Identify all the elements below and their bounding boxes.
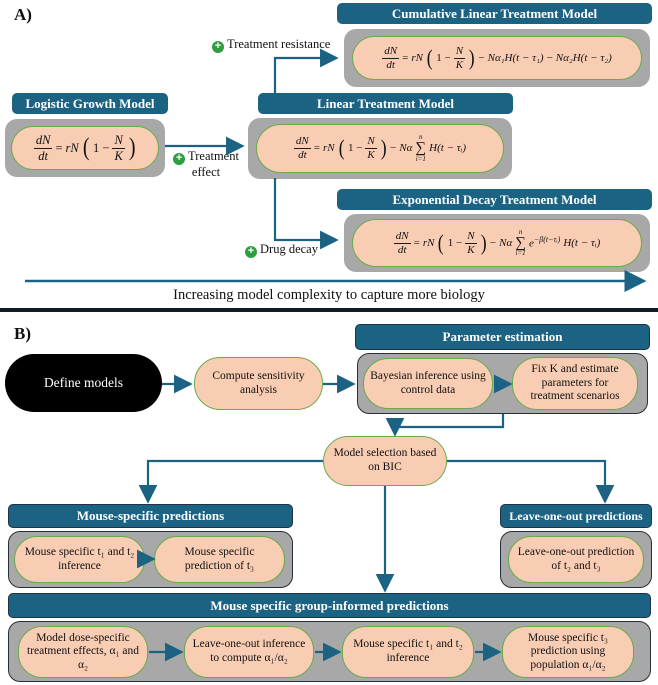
dose-specific-effects-node: Model dose-specific treatment effects, α₁ and α₂ xyxy=(18,626,148,678)
panel-divider xyxy=(0,308,658,312)
cumulative-equation-node xyxy=(352,36,642,80)
population-ratio-prediction-node: Mouse specific t₃ prediction using population α₁/α₂ xyxy=(502,626,634,678)
parameter-estimation-header: Parameter estimation xyxy=(355,324,650,350)
treatment-effect-text: Treatment effect xyxy=(188,149,239,179)
exponential-equation: $\frac{dN}{dt}$ = rN ( 1 − $\frac{N}{K}$ ) − Nα n ∑ i=1 $e^{-\beta(t-\tau ᵢ)}$ H(t − τᵢ) xyxy=(395,227,601,258)
group-t1-t2-inference-node: Mouse specific t₁ and t₂ inference xyxy=(342,626,474,678)
leave-one-out-header: Leave-one-out predictions xyxy=(500,504,652,528)
exponential-model-header: Exponential Decay Treatment Model xyxy=(337,189,652,210)
linear-equation-node xyxy=(256,124,504,173)
logistic-equation: $\frac{dN}{dt}$ = rN ( 1 − $\frac{N}{K}$ ) xyxy=(35,133,136,163)
bayesian-inference-node: Bayesian inference using control data xyxy=(363,358,493,409)
fix-k-node: Fix K and estimate parameters for treatment scenarios xyxy=(512,357,638,410)
logistic-equation-node xyxy=(11,126,159,170)
mouse-t1-t2-inference-node: Mouse specific t₁ and t₂ inference xyxy=(14,536,145,583)
plus-icon: + xyxy=(245,246,257,258)
drug-decay-label xyxy=(245,242,318,258)
loo-inference-ratio-node: Leave-one-out inference to compute α₁/α₂ xyxy=(184,626,314,678)
linear-model-header: Linear Treatment Model xyxy=(258,93,513,114)
linear-equation: $\frac{dN}{dt}$ = rN ( 1 − $\frac{N}{K}$ ) − Nα n ∑ i=1 H(t − τᵢ) xyxy=(295,133,467,163)
plus-icon: + xyxy=(173,153,185,165)
drug-decay-text: Drug decay xyxy=(260,242,318,256)
sensitivity-analysis-node: Compute sensitivity analysis xyxy=(194,357,323,410)
panel-a-label: A) xyxy=(14,5,32,24)
cumulative-equation: $\frac{dN}{dt}$ = rN ( 1 − $\frac{N}{K}$ ) − Nα₁H(t − τ₁) − Nα₂H(t − τ₂) xyxy=(384,44,612,71)
model-selection-node: Model selection based on BIC xyxy=(323,436,447,486)
mouse-specific-header: Mouse-specific predictions xyxy=(8,504,293,528)
leave-one-out-prediction-node: Leave-one-out prediction of t₂ and t₃ xyxy=(508,536,644,583)
treatment-effect-label xyxy=(168,149,244,181)
logistic-model-header: Logistic Growth Model xyxy=(12,93,168,114)
treatment-resistance-text: Treatment resistance xyxy=(227,37,331,51)
complexity-axis-caption: Increasing model complexity to capture more biology xyxy=(173,287,485,303)
treatment-resistance-label xyxy=(212,37,330,53)
panel-b-label: B) xyxy=(14,324,31,343)
plus-icon: + xyxy=(212,41,224,53)
group-informed-header: Mouse specific group-informed predictions xyxy=(8,593,651,618)
mouse-t3-prediction-node: Mouse specific prediction of t₃ xyxy=(154,536,285,583)
exponential-equation-node xyxy=(352,219,642,267)
cumulative-model-header: Cumulative Linear Treatment Model xyxy=(337,3,652,24)
define-models-node: Define models xyxy=(5,354,162,412)
